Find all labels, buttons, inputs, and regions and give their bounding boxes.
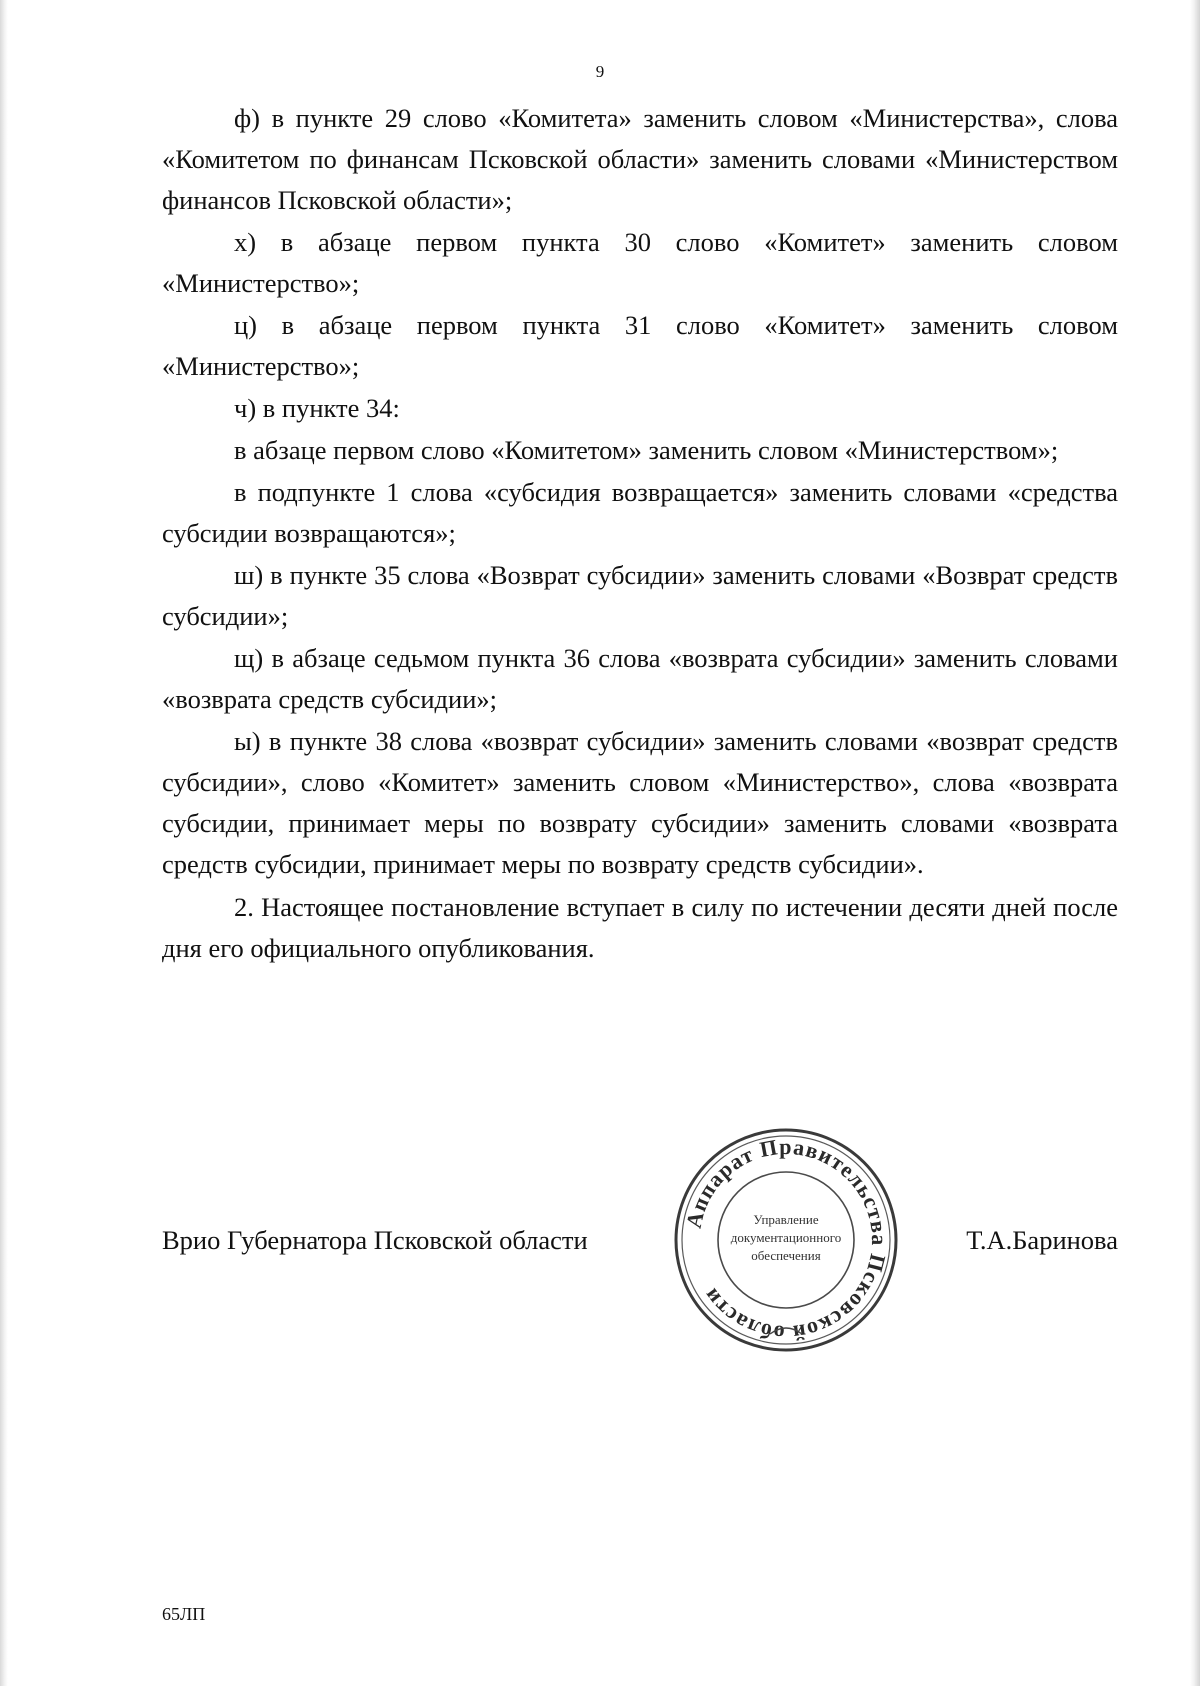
signatory-name: Т.А.Баринова: [966, 1225, 1118, 1255]
svg-text:Управление: Управление: [753, 1212, 819, 1227]
document-code: 65ЛП: [162, 1604, 206, 1624]
paragraph-2-entry-into-force: 2. Настоящее постановление вступает в силу по истечении десяти дней после дня его официального опубликования.: [162, 892, 1118, 963]
paragraph-f: ф) в пункте 29 слово «Комитета» заменить словом «Министерства», слова «Комитетом по финансам Псковской области» заменить словами «Министерством финансов Псковской области»;: [162, 103, 1118, 215]
signatory-position: Врио Губернатора Псковской области: [162, 1225, 588, 1255]
scan-edge-right: [1190, 0, 1200, 1686]
document-body: [162, 98, 1118, 969]
paragraph-ch-subpoint-1: в подпункте 1 слова «субсидия возвращается» заменить словами «средства субсидии возвращаются»;: [162, 477, 1118, 548]
paragraph-y: ы) в пункте 38 слова «возврат субсидии» заменить словами «возврат средств субсидии», слово «Комитет» заменить словом «Министерство», слова «возврата субсидии, принимает меры по возврату субсидии» заменить словами «возврата средств субсидии, принимает меры по возврату средств субсидии».: [162, 726, 1118, 879]
paragraph-ts: ц) в абзаце первом пункта 31 слово «Комитет» заменить словом «Министерство»;: [162, 310, 1118, 381]
svg-text:Аппарат Правительства Псковско: Аппарат Правительства Псковской области: [680, 1133, 893, 1347]
paragraph-ch-first-abzac: в абзаце первом слово «Комитетом» заменить словом «Министерством»;: [234, 435, 1059, 465]
svg-text:обеспечения: обеспечения: [751, 1248, 821, 1263]
svg-text:документационного: документационного: [730, 1230, 842, 1245]
paragraph-sh: ш) в пункте 35 слова «Возврат субсидии» заменить словами «Возврат средств субсидии»;: [162, 560, 1118, 631]
paragraph-kh: х) в абзаце первом пункта 30 слово «Комитет» заменить словом «Министерство»;: [162, 227, 1118, 298]
page-number: 9: [595, 62, 605, 81]
paragraph-ch: ч) в пункте 34:: [234, 393, 400, 423]
scan-edge-left: [0, 0, 8, 1686]
official-seal: [670, 1124, 902, 1356]
paragraph-shch: щ) в абзаце седьмом пункта 36 слова «возврата субсидии» заменить словами «возврата средств субсидии»;: [162, 643, 1118, 714]
